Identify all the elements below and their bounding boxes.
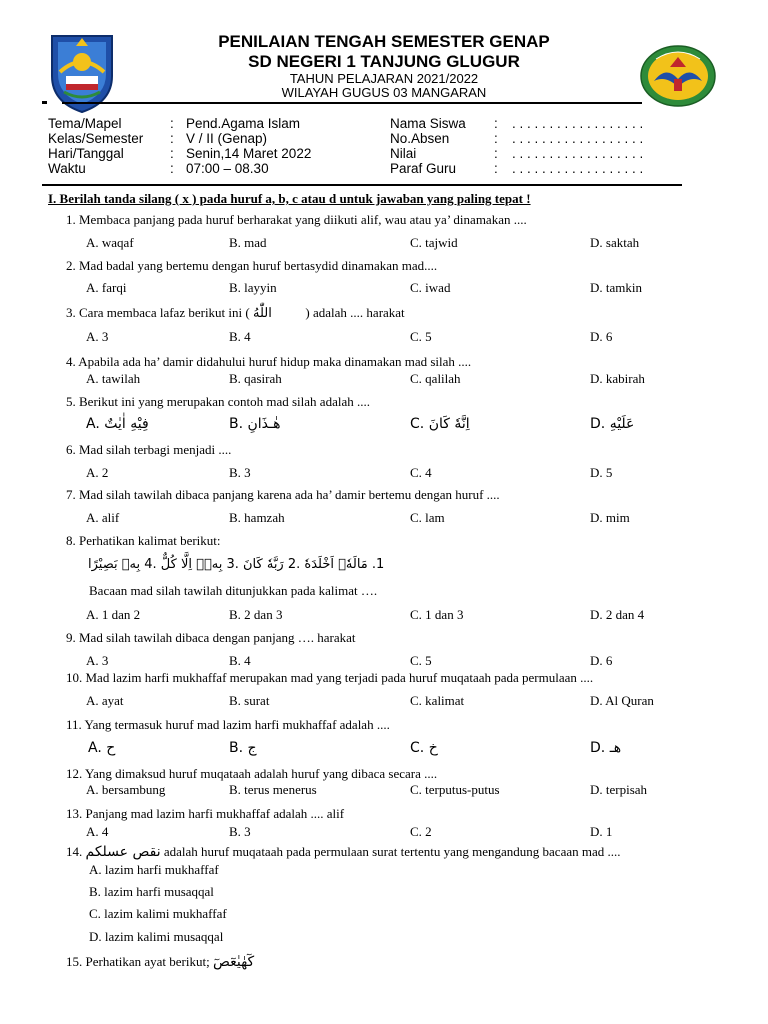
option-d[interactable]: D. 6 [590, 329, 613, 344]
info-value: Senin,14 Maret 2022 [186, 146, 312, 161]
option-a[interactable]: A. waqaf [86, 235, 134, 250]
question-number: 14. [66, 844, 83, 859]
question-text: 1. Membaca panjang pada huruf berharakat yang diikuti alif, wau atau ya’ dinamakan .... [66, 212, 527, 227]
option-b[interactable]: B. lazim harfi musaqqal [89, 884, 214, 899]
name-field[interactable]: . . . . . . . . . . . . . . . . . . [512, 116, 644, 131]
option-c[interactable]: C. lazim kalimi mukhaffaf [89, 906, 227, 921]
option-c[interactable]: C. lam [410, 510, 445, 525]
option-a[interactable]: A. 3 [86, 329, 109, 344]
info-label: Kelas/Semester [48, 131, 144, 146]
question-text: 5. Berikut ini yang merupakan contoh mad silah adalah .... [66, 394, 370, 409]
option-d[interactable]: D. هـ [590, 740, 622, 756]
info-value: 07:00 – 08.30 [186, 161, 269, 176]
option-a[interactable]: A. tawilah [86, 371, 141, 386]
option-c[interactable]: C. qalilah [410, 371, 461, 386]
question-text: 11. Yang termasuk huruf mad lazim harfi mukhaffaf adalah .... [66, 717, 390, 732]
option-d[interactable]: D. 1 [590, 824, 613, 839]
question-text: 12. Yang dimaksud huruf muqataah adalah huruf yang dibaca secara .... [66, 766, 438, 781]
question-text [66, 844, 620, 860]
question-text: 8. Perhatikan kalimat berikut: [66, 533, 221, 548]
info-label: Nama Siswa [390, 116, 466, 131]
option-a[interactable]: A. 1 dan 2 [86, 607, 141, 622]
option-c[interactable]: C. 5 [410, 653, 432, 668]
option-d[interactable]: D. kabirah [590, 371, 645, 386]
question-text: 13. Panjang mad lazim harfi mukhaffaf adalah .... alif [66, 806, 345, 821]
option-c[interactable]: C. 4 [410, 465, 432, 480]
info-label: No.Absen [390, 131, 450, 146]
option-c[interactable]: C. iwad [410, 280, 451, 295]
option-b[interactable]: B. 3 [229, 824, 251, 839]
question-text: 3. Cara membaca lafaz berikut ini ( ءٰۤاللّٰهُ ) adalah .... harakat [66, 305, 405, 320]
question-text: 2. Mad badal yang bertemu dengan huruf bertasydid dinamakan mad.... [66, 258, 438, 273]
header-rule [62, 102, 642, 104]
option-a[interactable]: A. alif [86, 510, 120, 525]
option-a[interactable]: A. farqi [86, 280, 127, 295]
option-b[interactable]: B. terus menerus [229, 782, 317, 797]
option-c[interactable]: C. 5 [410, 329, 432, 344]
option-b[interactable]: B. layyin [229, 280, 277, 295]
header-year: TAHUN PELAJARAN 2021/2022 [289, 71, 479, 86]
arabic-verse: كٓهٰيٰعٓصٓ [212, 954, 255, 970]
option-a[interactable]: A. ح [88, 740, 116, 756]
option-c[interactable]: C. terputus-putus [410, 782, 500, 797]
section-title: I. Berilah tanda silang ( x ) pada huruf a, b, c atau d untuk jawaban yang paling tepat ! [48, 191, 531, 206]
info-rule [42, 184, 682, 186]
absen-field[interactable]: . . . . . . . . . . . . . . . . . . [512, 131, 644, 146]
question-subtext: Bacaan mad silah tawilah ditunjukkan pada kalimat …. [89, 583, 378, 598]
info-sep: : [170, 161, 174, 176]
option-c[interactable]: C. 2 [410, 824, 432, 839]
option-d[interactable]: D. 6 [590, 653, 613, 668]
option-b[interactable]: B. 4 [229, 653, 251, 668]
option-b[interactable]: B. 2 dan 3 [229, 607, 283, 622]
header-title-line1: PENILAIAN TENGAH SEMESTER GENAP [218, 32, 550, 51]
header-region: WILAYAH GUGUS 03 MANGARAN [281, 85, 487, 100]
option-a[interactable]: A. 2 [86, 465, 109, 480]
question-body: adalah huruf muqataah pada permulaan surat tertentu yang mengandung bacaan mad .... [163, 844, 621, 859]
info-sep: : [170, 116, 174, 131]
option-d[interactable]: D. Al Quran [590, 693, 654, 708]
header-title-line2: SD NEGERI 1 TANJUNG GLUGUR [248, 52, 520, 71]
option-b[interactable]: B. 3 [229, 465, 251, 480]
arabic-sentences: 1. مَالَهٗۤ اَخْلَدَهٗ .2 رَبَّهٗ كَانَ .3 بِهٖۤ اِلَّا كُلٌّ .4 بِهٖ بَصِيْرًا [88, 557, 385, 572]
info-sep: : [170, 131, 174, 146]
option-c[interactable]: C. tajwid [410, 235, 458, 250]
info-label: Waktu [48, 161, 86, 176]
question-text: 10. Mad lazim harfi mukhaffaf merupakan mad yang terjadi pada huruf muqataah pada permulaan .... [66, 670, 594, 685]
question-text: 6. Mad silah terbagi menjadi .... [66, 442, 232, 457]
option-d[interactable]: D. saktah [590, 235, 640, 250]
info-value: V / II (Genap) [186, 131, 268, 146]
option-d[interactable]: D. 2 dan 4 [590, 607, 645, 622]
option-b[interactable]: B. surat [229, 693, 270, 708]
option-a[interactable]: A. lazim harfi mukhaffaf [89, 862, 219, 877]
question-text: 4. Apabila ada ha’ damir didahului huruf hidup maka dinamakan mad silah .... [66, 354, 472, 369]
info-label: Paraf Guru [390, 161, 457, 176]
option-d[interactable]: D. عَلَيْهِ [590, 416, 635, 432]
info-sep: : [170, 146, 174, 161]
info-sep: : [494, 131, 498, 146]
option-b[interactable]: B. mad [229, 235, 267, 250]
arabic-letters: نقص عسلكم [85, 844, 161, 860]
info-sep: : [494, 146, 498, 161]
info-sep: : [494, 116, 498, 131]
option-b[interactable]: B. ج [229, 740, 257, 756]
question-text: 7. Mad silah tawilah dibaca panjang karena ada ha’ damir bertemu dengan huruf .... [66, 487, 500, 502]
info-label: Tema/Mapel [48, 116, 122, 131]
question-text: 9. Mad silah tawilah dibaca dengan panjang …. harakat [66, 630, 356, 645]
option-d[interactable]: D. 5 [590, 465, 613, 480]
option-c[interactable]: C. خ [410, 740, 438, 756]
info-label: Nilai [390, 146, 417, 161]
info-label: Hari/Tanggal [48, 146, 124, 161]
option-b[interactable]: B. 4 [229, 329, 251, 344]
option-a[interactable]: A. bersambung [86, 782, 166, 797]
option-c[interactable]: C. 1 dan 3 [410, 607, 464, 622]
option-d[interactable]: D. lazim kalimi musaqqal [89, 929, 224, 944]
option-a[interactable]: A. ayat [86, 693, 124, 708]
option-a[interactable]: A. فِيْهِ اٰيٰتٌ [86, 416, 149, 432]
option-b[interactable]: B. هٰـذَانِ [229, 416, 281, 432]
option-d[interactable]: D. tamkin [590, 280, 642, 295]
option-d[interactable]: D. terpisah [590, 782, 648, 797]
question-body: 15. Perhatikan ayat berikut; [66, 954, 210, 969]
option-b[interactable]: B. hamzah [229, 510, 285, 525]
score-field[interactable]: . . . . . . . . . . . . . . . . . . [512, 146, 644, 161]
option-d[interactable]: D. mim [590, 510, 630, 525]
question-text [66, 954, 254, 970]
option-a[interactable]: A. 4 [86, 824, 109, 839]
option-c[interactable]: C. kalimat [410, 693, 465, 708]
option-b[interactable]: B. qasirah [229, 371, 282, 386]
option-c[interactable]: C. اِنَّهٗ كَانَ [410, 416, 470, 432]
info-value: Pend.Agama Islam [186, 116, 301, 131]
teacher-sign-field[interactable]: . . . . . . . . . . . . . . . . . . [512, 161, 644, 176]
option-a[interactable]: A. 3 [86, 653, 109, 668]
info-sep: : [494, 161, 498, 176]
header-rule-mark [42, 101, 47, 104]
